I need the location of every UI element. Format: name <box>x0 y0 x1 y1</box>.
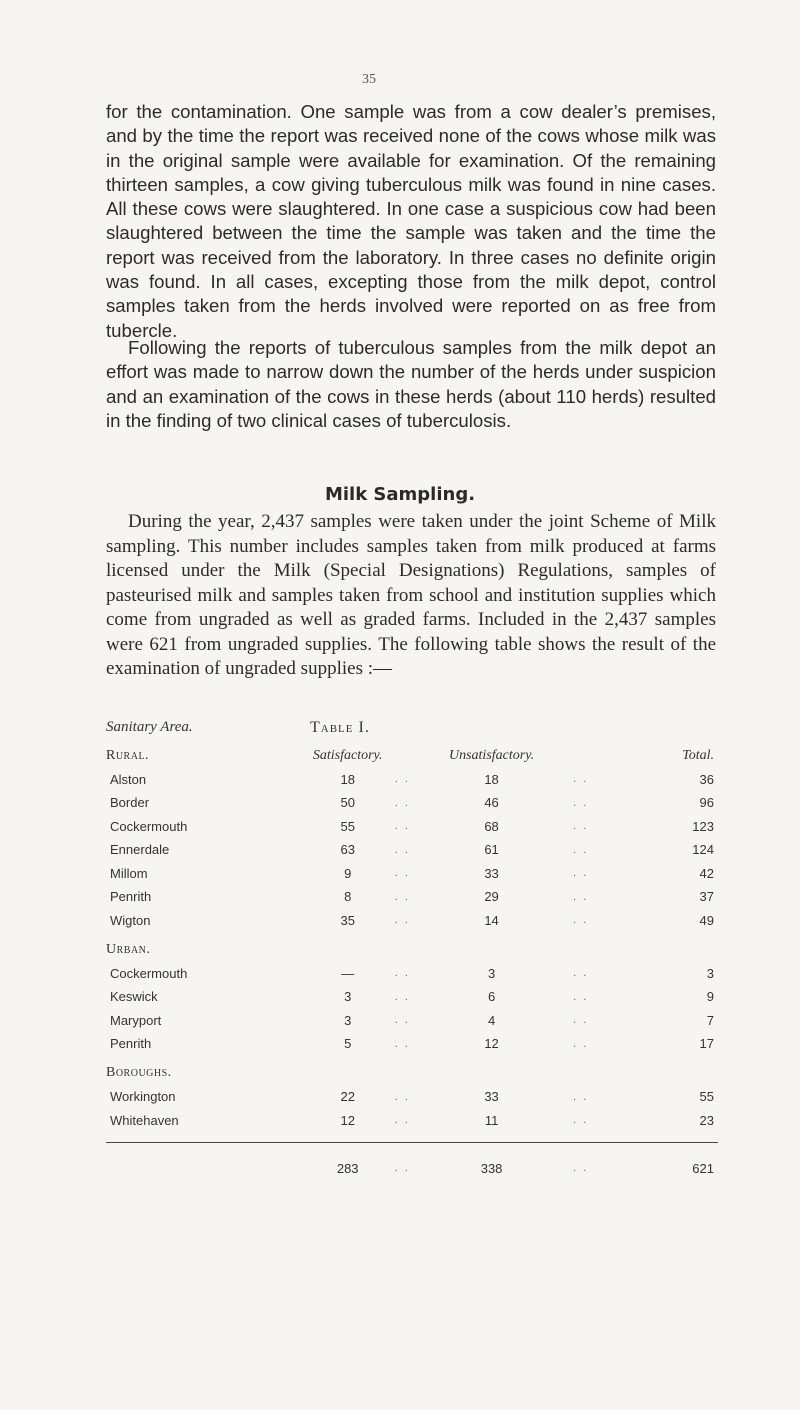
unsatisfactory-cell: 6 <box>487 989 496 1005</box>
satisfactory-cell: 50 <box>340 795 355 811</box>
area-name-cell: Whitehaven <box>110 1112 179 1128</box>
dots-leader: . . <box>394 843 410 856</box>
table-caption-row <box>106 719 716 739</box>
unsatisfactory-cell: 68 <box>484 818 499 834</box>
table-row <box>106 1009 718 1033</box>
table-row <box>106 909 718 933</box>
dots-leader: . . <box>573 1014 589 1027</box>
total-cell: 9 <box>706 989 714 1005</box>
satisfactory-cell: 5 <box>344 1036 352 1052</box>
table-row <box>106 815 718 839</box>
table-header-row <box>106 744 718 768</box>
unsatisfactory-cell: 33 <box>484 1089 499 1105</box>
dots-leader: . . <box>394 914 410 927</box>
group-label-boroughs: Boroughs. <box>106 1065 172 1081</box>
table-row <box>106 885 718 909</box>
total-cell: 123 <box>692 818 714 834</box>
total-unsatisfactory: 338 <box>417 1143 566 1184</box>
header-satisfactory: Satisfactory. <box>312 747 383 763</box>
total-cell: 124 <box>692 842 714 858</box>
area-name-cell: Penrith <box>110 1036 152 1052</box>
dots-leader: . . <box>394 796 410 809</box>
sanitary-area-label: Sanitary Area. <box>106 719 193 735</box>
satisfactory-cell: 3 <box>344 989 352 1005</box>
dots-leader: . . <box>394 773 410 786</box>
unsatisfactory-cell: 11 <box>484 1112 499 1128</box>
table-row <box>106 1085 718 1109</box>
satisfactory-cell: 35 <box>340 912 355 928</box>
dots-leader: . . <box>394 1114 410 1127</box>
satisfactory-cell: 3 <box>344 1012 352 1028</box>
satisfactory-cell: 22 <box>340 1089 355 1105</box>
total-cell: 49 <box>699 912 714 928</box>
unsatisfactory-cell: 33 <box>484 865 499 881</box>
group-label-urban: Urban. <box>106 941 151 957</box>
dots-leader: . . <box>573 1090 589 1103</box>
dots-leader: . . <box>573 1037 589 1050</box>
table-row <box>106 962 718 986</box>
table-row <box>106 1109 718 1133</box>
dots-leader: . . <box>573 820 589 833</box>
area-name-cell: Cockermouth <box>110 818 188 834</box>
satisfactory-cell: 55 <box>340 818 355 834</box>
dots-leader: . . <box>573 990 589 1003</box>
dots-leader: . . <box>394 1014 410 1027</box>
total-cell: 17 <box>699 1036 714 1052</box>
unsatisfactory-cell: 3 <box>487 965 496 981</box>
table-title: Table I. <box>310 719 370 736</box>
borough-rows <box>106 1085 718 1132</box>
page-number: 35 <box>362 72 376 87</box>
urban-rows <box>106 962 718 1056</box>
unsatisfactory-cell: 14 <box>484 912 499 928</box>
total-cell: 42 <box>699 865 714 881</box>
section-heading-milk-sampling: Milk Sampling. <box>324 484 476 505</box>
total-satisfactory: 283 <box>308 1143 388 1184</box>
area-name-cell: Ennerdale <box>110 842 170 858</box>
dots-leader: . . <box>394 867 410 880</box>
dots-leader: . . <box>573 843 589 856</box>
dots-leader: . . <box>573 1114 589 1127</box>
dots-leader: . . <box>566 1143 596 1184</box>
area-name-cell: Cockermouth <box>110 965 188 981</box>
header-area-rural: Rural. <box>106 747 150 763</box>
header-unsatisfactory: Unsatisfactory. <box>448 747 535 763</box>
satisfactory-cell: 12 <box>340 1112 355 1128</box>
dots-leader: . . <box>394 820 410 833</box>
area-name-cell: Wigton <box>110 912 151 928</box>
table-row <box>106 791 718 815</box>
paragraph-herd-examination: Following the reports of tuberculous samples from the milk depot an effort was made to narrow down the number of the herds under suspicion and an examination of the cows in these herds (about 110 herds) resulted in the finding of two clinical cases of tuberculosis. <box>106 337 716 431</box>
area-name-cell: Workington <box>110 1089 176 1105</box>
area-name-cell: Maryport <box>110 1012 162 1028</box>
area-name-cell: Penrith <box>110 889 152 905</box>
area-name-cell: Alston <box>110 771 147 787</box>
unsatisfactory-cell: 46 <box>484 795 499 811</box>
table-row <box>106 1032 718 1056</box>
total-cell: 55 <box>699 1089 714 1105</box>
total-cell: 37 <box>699 889 714 905</box>
paragraph-milk-sampling: During the year, 2,437 samples were taken under the joint Scheme of Milk sampling. This number includes samples taken from milk produced at farms licensed under the Milk (Special Designations) Regulations, samples of pasteurised milk and samples taken from school and institution supplies which come from ungraded as well as graded farms. Included in the 2,437 samples were 621 from ungraded supplies. The following table shows the result of the examination of ungraded supplies :— <box>106 511 716 679</box>
paragraph-contamination: for the contamination. One sample was from a cow dealer’s premises, and by the time the report was received none of the cows whose milk was in the original sample were available for examination. Of the remaining thirteen samples, a cow giving tuberculous milk was found in nine cases. All these cows were slaughtered. In one case a suspicious cow had been slaughtered between the time the sample was taken and the time the report was received from the laboratory. In three cases no definite origin was found. In all cases, excepting those from the milk depot, control samples taken from the herds involved were reported on as free from tubercle. <box>106 101 716 341</box>
dots-leader: . . <box>394 967 410 980</box>
dots-leader: . . <box>573 773 589 786</box>
dots-leader: . . <box>388 1143 418 1184</box>
boroughs-group <box>106 1056 718 1086</box>
dots-leader: . . <box>394 890 410 903</box>
dots-leader: . . <box>573 867 589 880</box>
satisfactory-cell: 8 <box>344 889 352 905</box>
milk-sampling-table <box>106 744 718 1183</box>
dots-leader: . . <box>573 796 589 809</box>
total-cell: 3 <box>706 965 714 981</box>
satisfactory-cell: — <box>341 965 355 981</box>
area-name-cell: Keswick <box>110 989 158 1005</box>
unsatisfactory-cell: 18 <box>484 771 499 787</box>
table-row <box>106 838 718 862</box>
dots-leader: . . <box>394 990 410 1003</box>
area-name-cell: Millom <box>110 865 148 881</box>
unsatisfactory-cell: 4 <box>487 1012 496 1028</box>
satisfactory-cell: 63 <box>340 842 355 858</box>
table-total-row <box>106 1143 718 1184</box>
total-cell: 7 <box>706 1012 714 1028</box>
satisfactory-cell: 18 <box>340 771 355 787</box>
total-cell: 36 <box>699 771 714 787</box>
dots-leader: . . <box>394 1090 410 1103</box>
dots-leader: . . <box>573 914 589 927</box>
unsatisfactory-cell: 12 <box>484 1036 499 1052</box>
dots-leader: . . <box>573 890 589 903</box>
total-total: 621 <box>596 1143 718 1184</box>
area-name-cell: Border <box>110 795 150 811</box>
total-cell: 23 <box>699 1112 714 1128</box>
unsatisfactory-cell: 29 <box>484 889 499 905</box>
satisfactory-cell: 9 <box>344 865 352 881</box>
header-total: Total. <box>682 747 714 763</box>
table-row <box>106 768 718 792</box>
table-row <box>106 862 718 886</box>
total-cell: 96 <box>699 795 714 811</box>
urban-group <box>106 932 718 962</box>
table-row <box>106 985 718 1009</box>
dots-leader: . . <box>394 1037 410 1050</box>
unsatisfactory-cell: 61 <box>484 842 499 858</box>
dots-leader: . . <box>573 967 589 980</box>
rural-rows <box>106 768 718 933</box>
